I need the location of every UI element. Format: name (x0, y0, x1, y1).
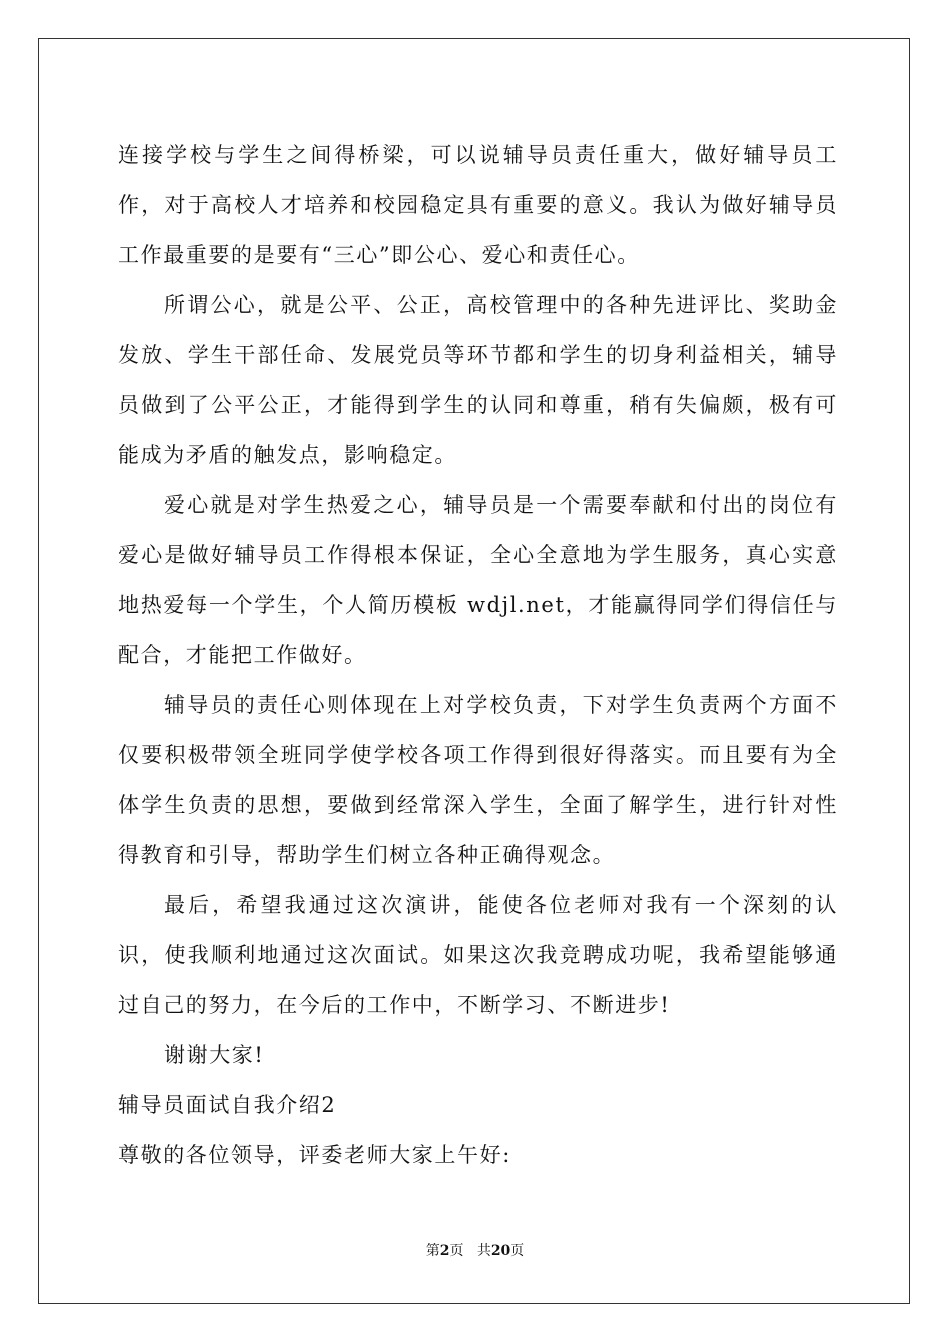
footer-total-pages: 20 (490, 1243, 511, 1259)
footer-prefix: 第 (425, 1243, 440, 1259)
footer-total-prefix: 共 (476, 1243, 491, 1259)
paragraph-5: 最后，希望我通过这次演讲，能使各位老师对我有一个深刻的认识，使我顺利地通过这次面试。如果这次我竞聘成功呢，我希望能够通过自己的努力，在今后的工作中，不断学习、不断进步! (118, 893, 838, 1017)
document-body (118, 130, 838, 1180)
paragraph-4: 辅导员的责任心则体现在上对学校负责，下对学生负责两个方面不仅要积极带领全班同学使学校各项工作得到很好得落实。而且要有为全体学生负责的思想，要做到经常深入学生，全面了解学生，进行针对性得教育和引导，帮助学生们树立各种正确得观念。 (118, 693, 838, 867)
paragraph-2: 所谓公心，就是公平、公正，高校管理中的各种先进评比、奖助金发放、学生干部任命、发展党员等环节都和学生的切身利益相关，辅导员做到了公平公正，才能得到学生的认同和尊重，稍有失偏颇，极有可能成为矛盾的触发点，影响稳定。 (118, 293, 838, 467)
footer-page-number: 2 (439, 1243, 450, 1259)
page-footer (0, 1240, 950, 1260)
paragraph-3: 爱心就是对学生热爱之心，辅导员是一个需要奉献和付出的岗位有爱心是做好辅导员工作得根本保证，全心全意地为学生服务，真心实意地热爱每一个学生，个人简历模板 wdjl.net，才能赢得同学们得信任与配合，才能把工作做好。 (118, 493, 838, 667)
paragraph-6: 谢谢大家! (164, 1043, 265, 1067)
paragraph-1: 连接学校与学生之间得桥梁，可以说辅导员责任重大，做好辅导员工作，对于高校人才培养和校园稳定具有重要的意义。我认为做好辅导员工作最重要的是要有“三心”即公心、爱心和责任心。 (118, 143, 838, 267)
section-heading: 辅导员面试自我介绍2 (118, 1093, 337, 1117)
footer-page-suffix: 页 (449, 1243, 464, 1259)
footer-total-suffix: 页 (510, 1243, 525, 1259)
paragraph-8: 尊敬的各位领导，评委老师大家上午好: (118, 1143, 511, 1167)
